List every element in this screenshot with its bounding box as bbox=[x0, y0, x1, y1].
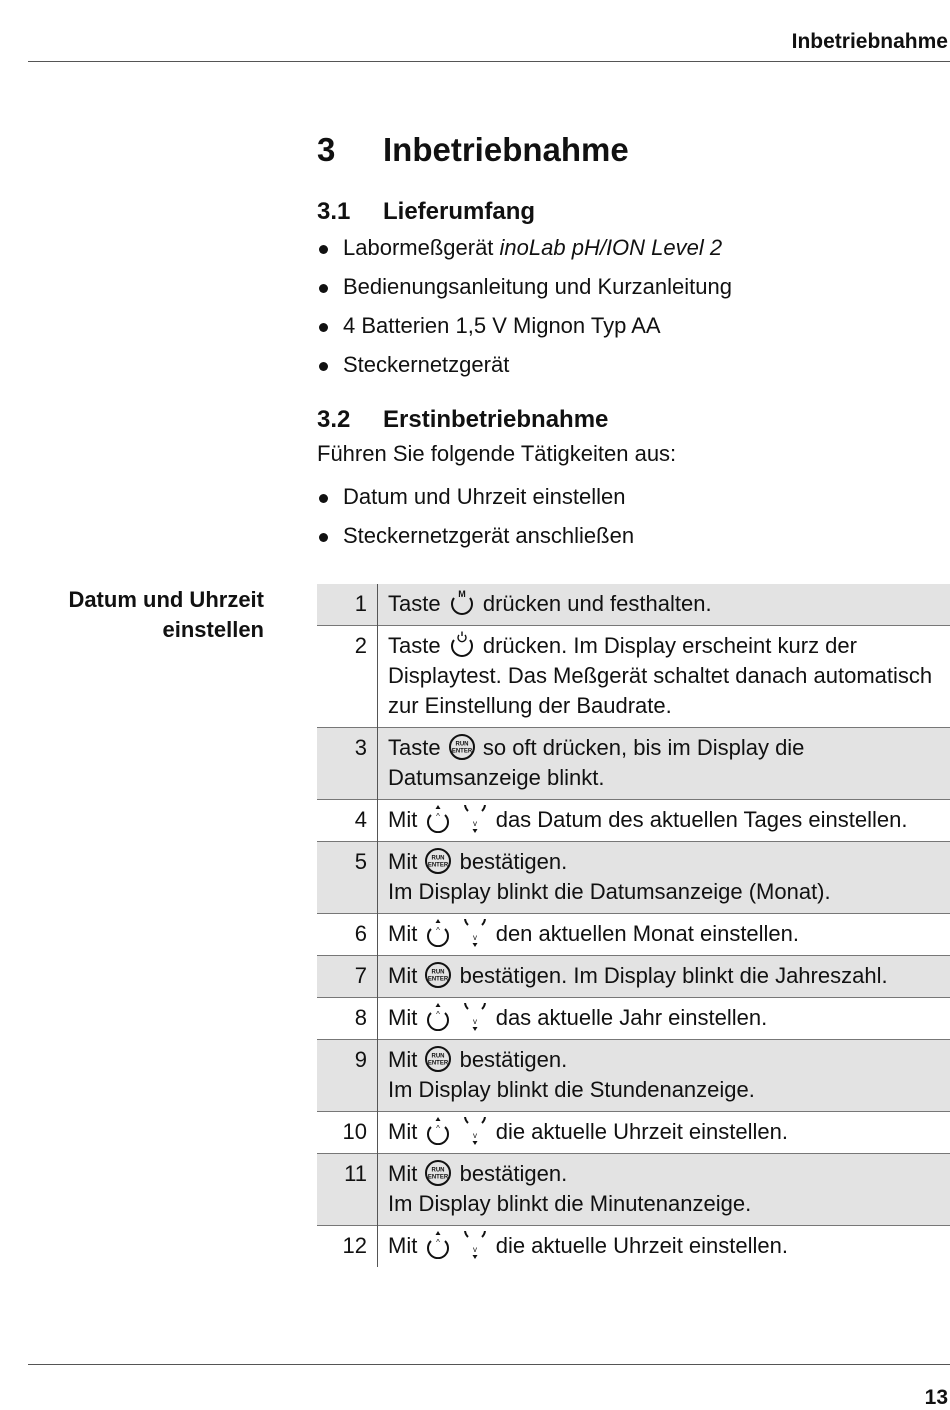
section-heading-erstinbetriebnahme bbox=[317, 406, 608, 434]
chapter-number: 3 bbox=[317, 131, 383, 169]
step-instruction: den aktuellen Monat einstellen. bbox=[496, 921, 799, 946]
step-text bbox=[378, 584, 950, 626]
header-rule bbox=[28, 61, 950, 62]
svg-text:ENTER: ENTER bbox=[428, 1175, 449, 1181]
svg-text:^: ^ bbox=[437, 1124, 441, 1133]
svg-text:ENTER: ENTER bbox=[428, 863, 449, 869]
step-lead: Mit bbox=[388, 1161, 417, 1186]
power-key-icon bbox=[447, 631, 477, 659]
table-row bbox=[317, 956, 950, 998]
step-number: 5 bbox=[317, 842, 378, 914]
list-item: Steckernetzgerät bbox=[317, 352, 732, 391]
step-text bbox=[378, 1112, 950, 1154]
table-row bbox=[317, 728, 950, 800]
step-lead: Taste bbox=[388, 633, 441, 658]
step-number: 4 bbox=[317, 800, 378, 842]
down-key-icon bbox=[460, 805, 490, 833]
table-row bbox=[317, 626, 950, 728]
step-number: 2 bbox=[317, 626, 378, 728]
step-text bbox=[378, 842, 950, 914]
bullet-icon bbox=[319, 323, 328, 332]
step-instruction: die aktuelle Uhrzeit einstellen. bbox=[496, 1119, 788, 1144]
step-lead: Taste bbox=[388, 591, 441, 616]
run-enter-key-icon bbox=[423, 847, 453, 875]
list-item: Labormeßgerät inoLab pH/ION Level 2 bbox=[317, 235, 732, 274]
svg-text:v: v bbox=[473, 1245, 477, 1254]
list-item: Datum und Uhrzeit einstellen bbox=[317, 484, 634, 523]
svg-text:ENTER: ENTER bbox=[428, 977, 449, 983]
list-item: Steckernetzgerät anschließen bbox=[317, 523, 634, 562]
step-text bbox=[378, 728, 950, 800]
step-lead: Mit bbox=[388, 1005, 417, 1030]
step-number: 9 bbox=[317, 1040, 378, 1112]
steps-table bbox=[317, 584, 950, 1267]
table-row bbox=[317, 800, 950, 842]
step-number: 10 bbox=[317, 1112, 378, 1154]
step-lead: Mit bbox=[388, 1119, 417, 1144]
table-row bbox=[317, 584, 950, 626]
step-instruction: drücken und festhalten. bbox=[483, 591, 712, 616]
step-lead: Mit bbox=[388, 1047, 417, 1072]
step-text bbox=[378, 800, 950, 842]
margin-heading: Datum und Uhrzeit einstellen bbox=[68, 585, 264, 645]
bullet-icon bbox=[319, 362, 328, 371]
step-lead: Mit bbox=[388, 807, 417, 832]
step-number: 7 bbox=[317, 956, 378, 998]
svg-text:^: ^ bbox=[437, 1238, 441, 1247]
up-key-icon bbox=[423, 1231, 453, 1259]
step-number: 3 bbox=[317, 728, 378, 800]
step-text bbox=[378, 1226, 950, 1268]
table-row bbox=[317, 1154, 950, 1226]
chapter-heading bbox=[317, 131, 629, 169]
run-enter-key-icon bbox=[423, 1159, 453, 1187]
up-key-icon bbox=[423, 1117, 453, 1145]
task-list bbox=[317, 484, 634, 562]
down-key-icon bbox=[460, 1117, 490, 1145]
section-heading-lieferumfang bbox=[317, 198, 535, 226]
step-text bbox=[378, 998, 950, 1040]
section-title: Erstinbetriebnahme bbox=[383, 406, 608, 433]
step-text bbox=[378, 626, 950, 728]
step-instruction: so oft drücken, bis im Display die Datumsanzeige blinkt. bbox=[388, 735, 804, 790]
svg-text:^: ^ bbox=[437, 926, 441, 935]
svg-text:v: v bbox=[473, 1131, 477, 1140]
step-number: 1 bbox=[317, 584, 378, 626]
step-note: Im Display blinkt die Minutenanzeige. bbox=[388, 1191, 751, 1216]
run-enter-key-icon bbox=[423, 961, 453, 989]
table-row bbox=[317, 998, 950, 1040]
step-lead: Mit bbox=[388, 849, 417, 874]
footer-rule bbox=[28, 1364, 950, 1365]
m-key-icon bbox=[447, 589, 477, 617]
step-instruction: bestätigen. bbox=[460, 1047, 568, 1072]
svg-text:RUN: RUN bbox=[432, 1168, 445, 1174]
page-number: 13 bbox=[925, 1386, 948, 1410]
step-lead: Mit bbox=[388, 921, 417, 946]
svg-text:RUN: RUN bbox=[432, 1054, 445, 1060]
svg-text:^: ^ bbox=[437, 1010, 441, 1019]
step-lead: Mit bbox=[388, 1233, 417, 1258]
table-row bbox=[317, 842, 950, 914]
step-instruction: das Datum des aktuellen Tages einstellen. bbox=[496, 807, 908, 832]
svg-text:v: v bbox=[473, 933, 477, 942]
step-instruction: bestätigen. bbox=[460, 1161, 568, 1186]
bullet-icon bbox=[319, 284, 328, 293]
svg-text:v: v bbox=[473, 819, 477, 828]
table-row bbox=[317, 1112, 950, 1154]
step-text bbox=[378, 956, 950, 998]
svg-text:ENTER: ENTER bbox=[428, 1061, 449, 1067]
step-text bbox=[378, 914, 950, 956]
step-instruction: drücken. Im Display erscheint kurz der Displaytest. Das Meßgerät schaltet danach automatisch zur Einstellung der Baudrate. bbox=[388, 633, 932, 718]
bullet-icon bbox=[319, 533, 328, 542]
svg-text:^: ^ bbox=[437, 812, 441, 821]
table-row bbox=[317, 1226, 950, 1268]
up-key-icon bbox=[423, 919, 453, 947]
step-number: 11 bbox=[317, 1154, 378, 1226]
step-text bbox=[378, 1154, 950, 1226]
step-lead: Mit bbox=[388, 963, 417, 988]
svg-text:M: M bbox=[458, 589, 466, 599]
running-head: Inbetriebnahme bbox=[792, 30, 948, 54]
svg-text:RUN: RUN bbox=[432, 856, 445, 862]
step-text bbox=[378, 1040, 950, 1112]
step-note: Im Display blinkt die Stundenanzeige. bbox=[388, 1077, 755, 1102]
intro-text: Führen Sie folgende Tätigkeiten aus: bbox=[317, 441, 676, 467]
bullet-icon bbox=[319, 245, 328, 254]
table-row bbox=[317, 914, 950, 956]
chapter-title: Inbetriebnahme bbox=[383, 131, 629, 168]
svg-text:RUN: RUN bbox=[432, 970, 445, 976]
step-note: Im Display blinkt die Datumsanzeige (Monat). bbox=[388, 879, 831, 904]
section-number: 3.2 bbox=[317, 406, 383, 434]
step-instruction: bestätigen. bbox=[460, 849, 568, 874]
table-row bbox=[317, 1040, 950, 1112]
list-item: 4 Batterien 1,5 V Mignon Typ AA bbox=[317, 313, 732, 352]
up-key-icon bbox=[423, 805, 453, 833]
step-lead: Taste bbox=[388, 735, 441, 760]
down-key-icon bbox=[460, 1003, 490, 1031]
section-number: 3.1 bbox=[317, 198, 383, 226]
step-instruction: das aktuelle Jahr einstellen. bbox=[496, 1005, 768, 1030]
run-enter-key-icon bbox=[423, 1045, 453, 1073]
step-instruction: die aktuelle Uhrzeit einstellen. bbox=[496, 1233, 788, 1258]
up-key-icon bbox=[423, 1003, 453, 1031]
bullet-icon bbox=[319, 494, 328, 503]
list-item: Bedienungsanleitung und Kurzanleitung bbox=[317, 274, 732, 313]
delivery-list bbox=[317, 235, 732, 391]
step-instruction: bestätigen. Im Display blinkt die Jahreszahl. bbox=[460, 963, 888, 988]
svg-text:v: v bbox=[473, 1017, 477, 1026]
section-title: Lieferumfang bbox=[383, 198, 535, 225]
svg-text:RUN: RUN bbox=[455, 742, 468, 748]
step-number: 12 bbox=[317, 1226, 378, 1268]
svg-text:ENTER: ENTER bbox=[452, 749, 473, 755]
down-key-icon bbox=[460, 1231, 490, 1259]
step-number: 6 bbox=[317, 914, 378, 956]
run-enter-key-icon bbox=[447, 733, 477, 761]
step-number: 8 bbox=[317, 998, 378, 1040]
down-key-icon bbox=[460, 919, 490, 947]
